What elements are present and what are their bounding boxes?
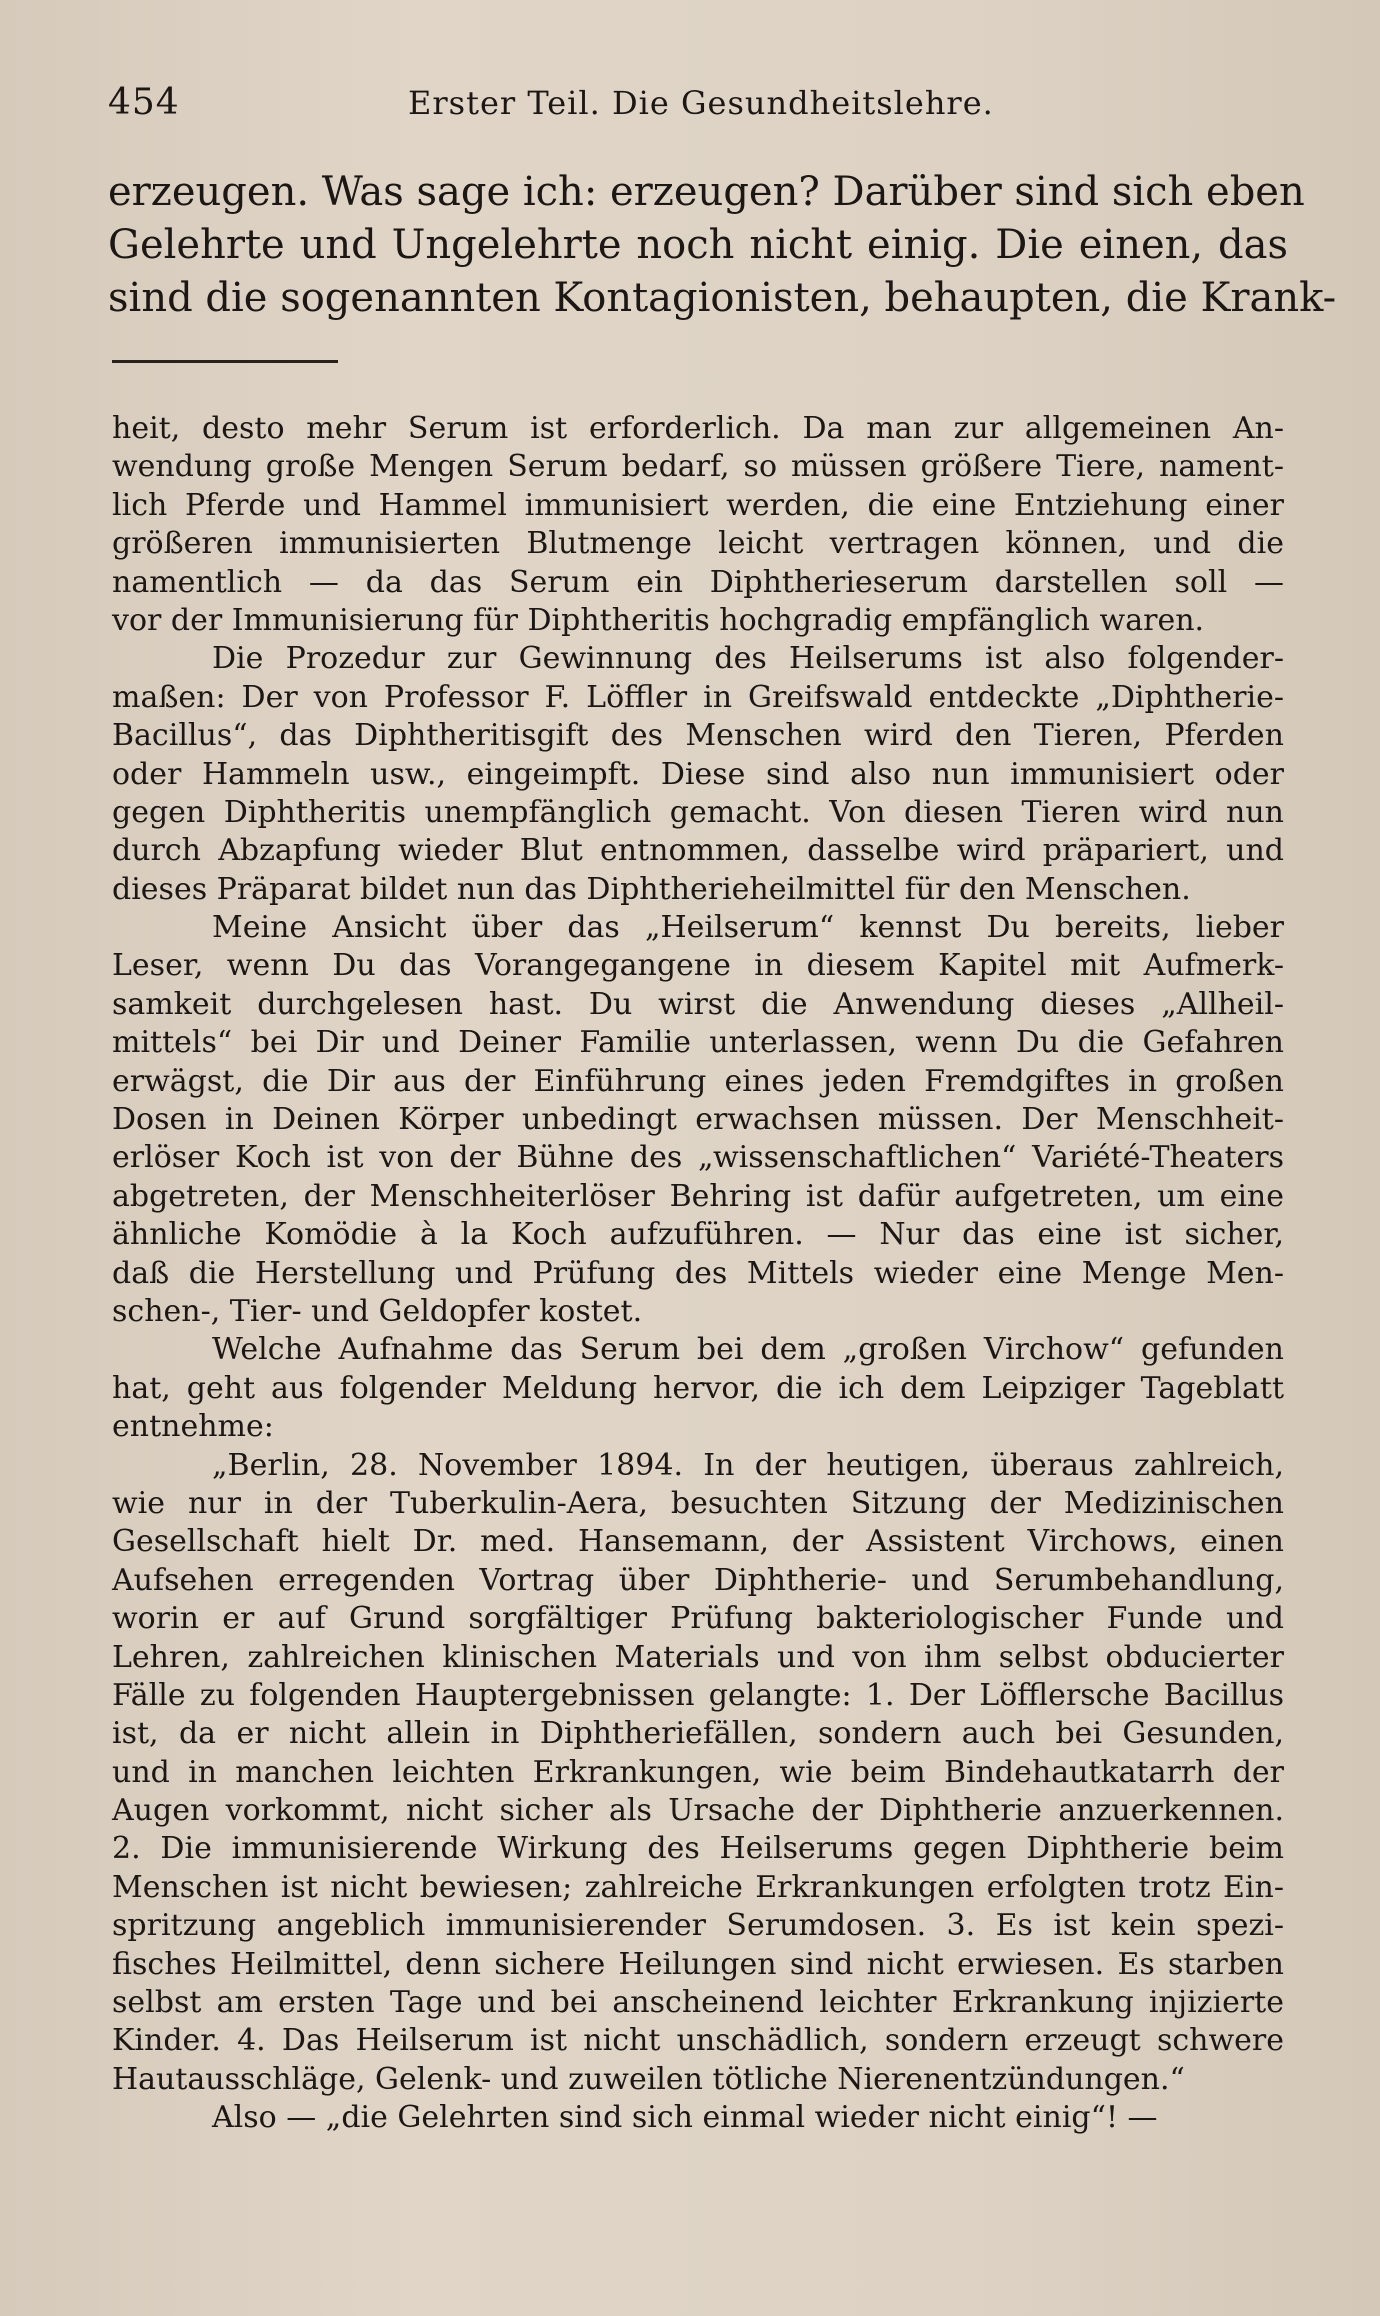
paragraph-3: [112, 909, 1284, 1331]
text-line: gegen Diphtheritis unempfänglich gemacht. Von diesen Tieren wird nun: [112, 794, 1284, 830]
text-line: ähnliche Komödie à la Koch aufzuführen. — Nur das eine ist sicher,: [112, 1217, 1284, 1253]
text-line: Aufsehen erregenden Vortrag über Diphtherie- und Serumbehandlung,: [112, 1562, 1284, 1598]
footnote-text: [112, 410, 1284, 2138]
text-line: erlöser Koch ist von der Bühne des „wissenschaftlichen“ Variété-Theaters: [112, 1140, 1284, 1176]
paragraph-4: [112, 1331, 1284, 1446]
text-line: fisches Heilmittel, denn sichere Heilungen sind nicht erwiesen. Es starben: [112, 1946, 1284, 1982]
text-line: Welche Aufnahme das Serum bei dem „großen Virchow“ gefunden: [212, 1332, 1284, 1368]
text-line: sind die sogenannten Kontagionisten, behaupten, die Krank-: [108, 275, 1337, 321]
text-line: maßen: Der von Professor F. Löffler in Greifswald entdeckte „Diphtherie-: [112, 679, 1284, 715]
text-line: „Berlin, 28. November 1894. In der heutigen, überaus zahlreich,: [212, 1447, 1284, 1483]
text-line: selbst am ersten Tage und bei anscheinend leichter Erkrankung injizierte: [112, 1985, 1284, 2021]
text-line: größeren immunisierten Blutmenge leicht vertragen können, und die: [112, 526, 1284, 562]
text-line: Gesellschaft hielt Dr. med. Hansemann, der Assistent Virchows, einen: [112, 1524, 1284, 1560]
text-line: wie nur in der Tuberkulin-Aera, besuchten Sitzung der Medizinischen: [112, 1485, 1284, 1521]
text-line: 2. Die immunisierende Wirkung des Heilserums gegen Diphtherie beim: [112, 1831, 1284, 1867]
main-text-continuation: [108, 166, 1337, 325]
text-line: Leser, wenn Du das Vorangegangene in diesem Kapitel mit Aufmerk-: [112, 948, 1284, 984]
footnote-separator: [112, 360, 338, 363]
text-line: schen-, Tier- und Geldopfer kostet.: [112, 1293, 643, 1329]
quote-paragraph: [112, 1447, 1284, 2100]
page-header: [108, 82, 1288, 128]
text-line: Hautausschläge, Gelenk- und zuweilen tötliche Nierenentzündungen.“: [112, 2061, 1185, 2097]
text-line: mittels“ bei Dir und Deiner Familie unterlassen, wenn Du die Gefahren: [112, 1025, 1284, 1061]
text-line: wendung große Mengen Serum bedarf, so müssen größere Tiere, nament-: [112, 449, 1284, 485]
text-line: Augen vorkommt, nicht sicher als Ursache der Diphtherie anzuerkennen.: [112, 1793, 1284, 1829]
text-line: vor der Immunisierung für Diphtheritis hochgradig empfänglich waren.: [112, 602, 1205, 638]
text-line: daß die Herstellung und Prüfung des Mittels wieder eine Menge Men-: [112, 1255, 1284, 1291]
text-line: ist, da er nicht allein in Diphtheriefällen, sondern auch bei Gesunden,: [112, 1716, 1284, 1752]
text-line: entnehme:: [112, 1409, 274, 1445]
text-line: spritzung angeblich immunisierender Serumdosen. 3. Es ist kein spezi-: [112, 1908, 1284, 1944]
text-line: Fälle zu folgenden Hauptergebnissen gelangte: 1. Der Löfflersche Bacillus: [112, 1677, 1284, 1713]
text-line: namentlich — da das Serum ein Diphtherieserum darstellen soll —: [112, 564, 1284, 600]
text-line: Gelehrte und Ungelehrte noch nicht einig. Die einen, das: [108, 222, 1288, 268]
text-line: worin er auf Grund sorgfältiger Prüfung bakteriologischer Funde und: [112, 1601, 1284, 1637]
text-line: hat, geht aus folgender Meldung hervor, die ich dem Leipziger Tageblatt: [112, 1370, 1284, 1406]
text-line: Die Prozedur zur Gewinnung des Heilserums ist also folgender-: [212, 641, 1284, 677]
text-line: erwägst, die Dir aus der Einführung eines jeden Fremdgiftes in großen: [112, 1063, 1284, 1099]
text-line: durch Abzapfung wieder Blut entnommen, dasselbe wird präpariert, und: [112, 833, 1284, 869]
text-line: und in manchen leichten Erkrankungen, wie beim Bindehautkatarrh der: [112, 1754, 1284, 1790]
text-line: Meine Ansicht über das „Heilserum“ kennst Du bereits, lieber: [212, 910, 1284, 946]
text-line: Menschen ist nicht bewiesen; zahlreiche Erkrankungen erfolgten trotz Ein-: [112, 1869, 1284, 1905]
running-title: Erster Teil. Die Gesundheitslehre.: [408, 84, 994, 122]
page-number: 454: [108, 82, 180, 123]
text-line: heit, desto mehr Serum ist erforderlich. Da man zur allgemeinen An-: [112, 411, 1284, 446]
text-line: oder Hammeln usw., eingeimpft. Diese sind also nun immunisiert oder: [112, 756, 1284, 792]
text-line: dieses Präparat bildet nun das Diphtherieheilmittel für den Menschen.: [112, 871, 1191, 907]
text-line: Dosen in Deinen Körper unbedingt erwachsen müssen. Der Menschheit-: [112, 1102, 1284, 1138]
closing-paragraph: [112, 2099, 1284, 2137]
text-line: Bacillus“, das Diphtheritisgift des Menschen wird den Tieren, Pferden: [112, 718, 1284, 754]
paragraph-1: [112, 410, 1284, 640]
paragraph-2: [112, 640, 1284, 909]
text-line: abgetreten, der Menschheiterlöser Behring ist dafür aufgetreten, um eine: [112, 1178, 1284, 1214]
text-line: Lehren, zahlreichen klinischen Materials und von ihm selbst obducierter: [112, 1639, 1284, 1675]
text-line: Also — „die Gelehrten sind sich einmal wieder nicht einig“! —: [212, 2100, 1158, 2136]
text-line: Kinder. 4. Das Heilserum ist nicht unschädlich, sondern erzeugt schwere: [112, 2023, 1284, 2059]
text-line: lich Pferde und Hammel immunisiert werden, die eine Entziehung einer: [112, 487, 1284, 523]
text-line: erzeugen. Was sage ich: erzeugen? Darüber sind sich eben: [108, 169, 1305, 215]
text-line: samkeit durchgelesen hast. Du wirst die Anwendung dieses „Allheil-: [112, 986, 1284, 1022]
